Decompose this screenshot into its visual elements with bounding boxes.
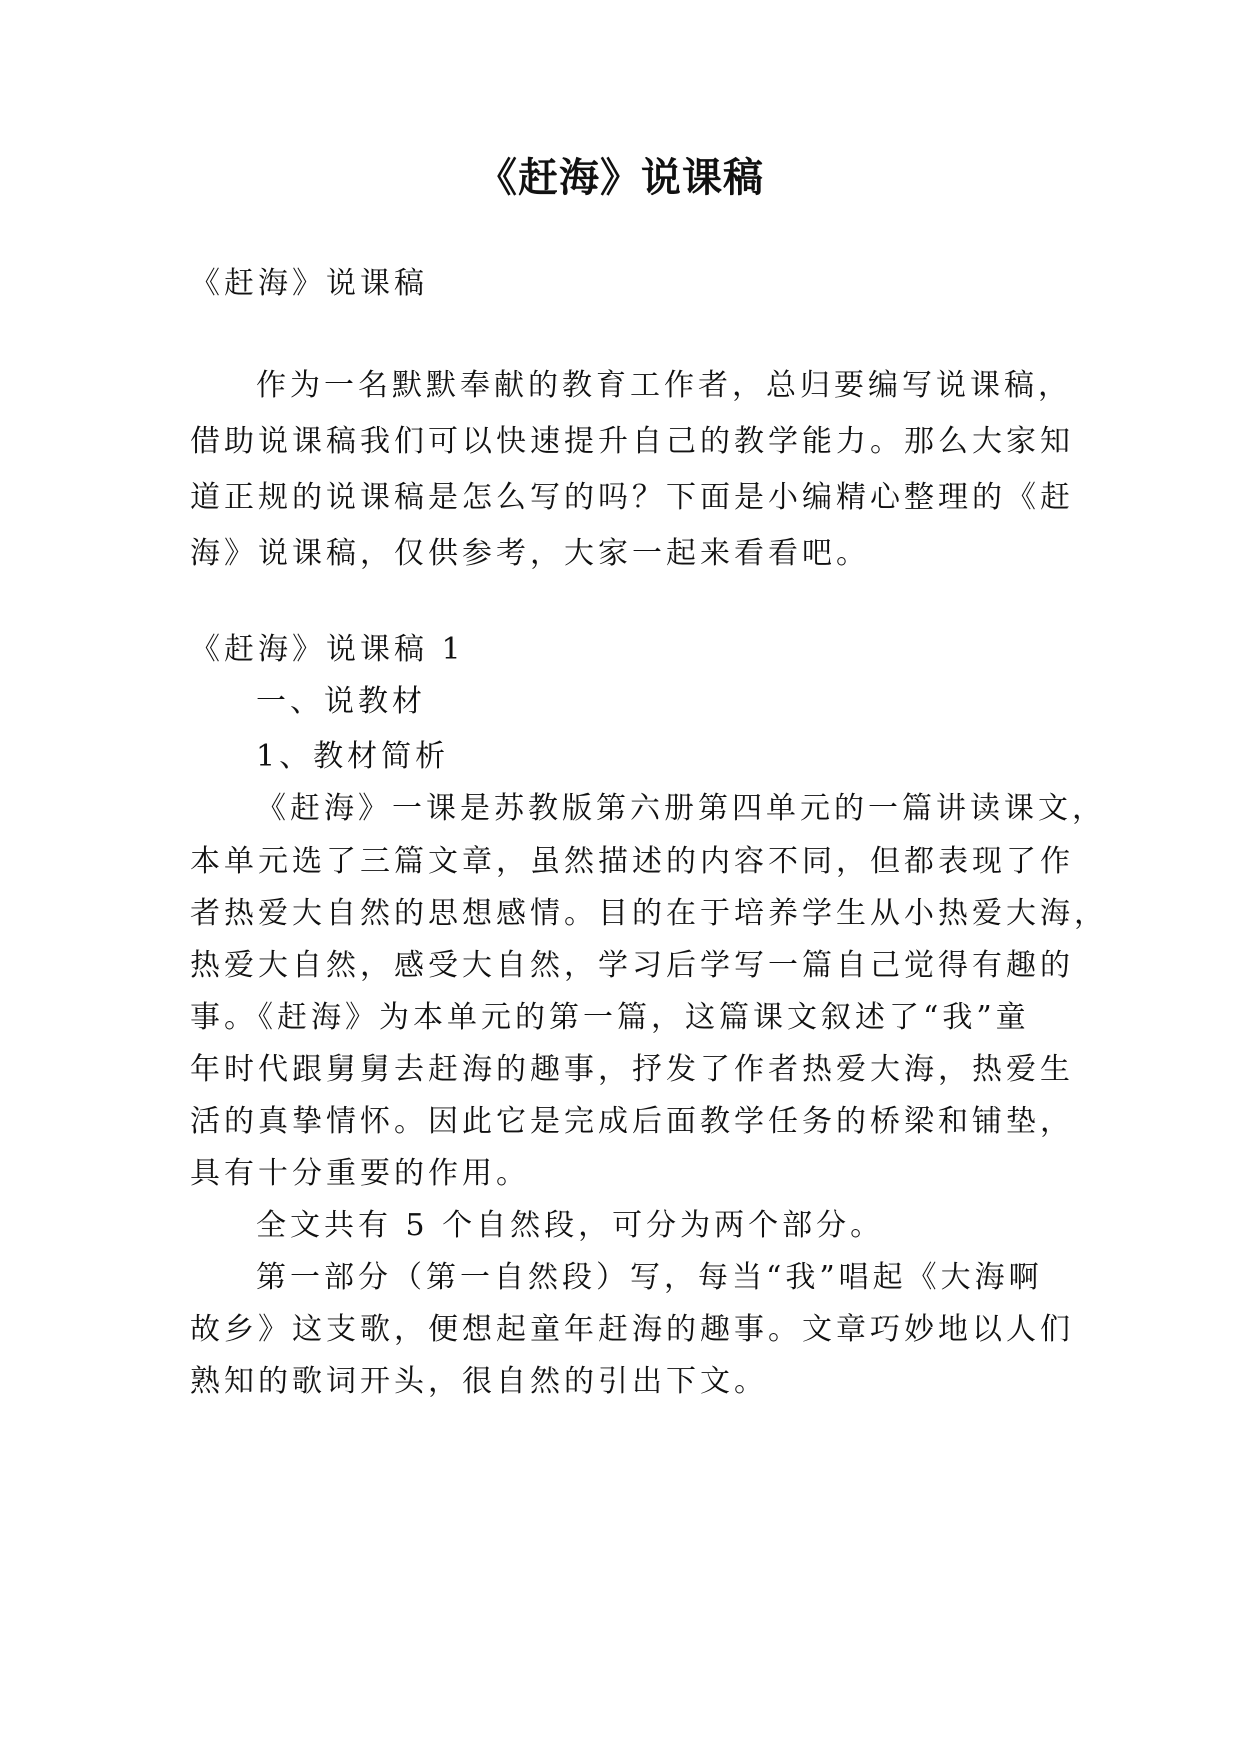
- intro-line-4: 海》说课稿，仅供参考，大家一起来看看吧。: [190, 536, 870, 571]
- para1-line-7: 活的真挚情怀。因此它是完成后面教学任务的桥梁和铺垫，: [190, 1104, 1074, 1139]
- para1-line-6: 年时代跟舅舅去赶海的趣事，抒发了作者热爱大海，热爱生: [190, 1052, 1074, 1087]
- para3-line-3: 熟知的歌词开头，很自然的引出下文。: [190, 1364, 768, 1399]
- document-subtitle: 《赶海》说课稿: [190, 266, 428, 301]
- intro-line-3: 道正规的说课稿是怎么写的吗？下面是小编精心整理的《赶: [190, 480, 1074, 515]
- para3-line-1: 第一部分（第一自然段）写，每当“我”唱起《大海啊: [256, 1260, 1043, 1295]
- para3-line-2: 故乡》这支歌，便想起童年赶海的趣事。文章巧妙地以人们: [190, 1312, 1074, 1347]
- sub-heading: 1、教材简析: [256, 739, 450, 774]
- document-title: 《赶海》说课稿: [477, 155, 764, 201]
- para1-line-8: 具有十分重要的作用。: [190, 1156, 530, 1191]
- para1-line-1: 《赶海》一课是苏教版第六册第四单元的一篇讲读课文，: [256, 791, 1106, 826]
- para1-line-3: 者热爱大自然的思想感情。目的在于培养学生从小热爱大海，: [190, 896, 1108, 931]
- para2-line: 全文共有 5 个自然段，可分为两个部分。: [256, 1208, 885, 1243]
- para1-line-2: 本单元选了三篇文章，虽然描述的内容不同，但都表现了作: [190, 844, 1074, 879]
- section-heading: 《赶海》说课稿 1: [190, 632, 465, 667]
- intro-line-1: 作为一名默默奉献的教育工作者，总归要编写说课稿，: [256, 368, 1072, 403]
- part-heading: 一、说教材: [256, 684, 426, 719]
- para1-line-5: 事。《赶海》为本单元的第一篇，这篇课文叙述了“我”童: [190, 1000, 1030, 1035]
- intro-line-2: 借助说课稿我们可以快速提升自己的教学能力。那么大家知: [190, 424, 1074, 459]
- para1-line-4: 热爱大自然，感受大自然，学习后学写一篇自己觉得有趣的: [190, 948, 1074, 983]
